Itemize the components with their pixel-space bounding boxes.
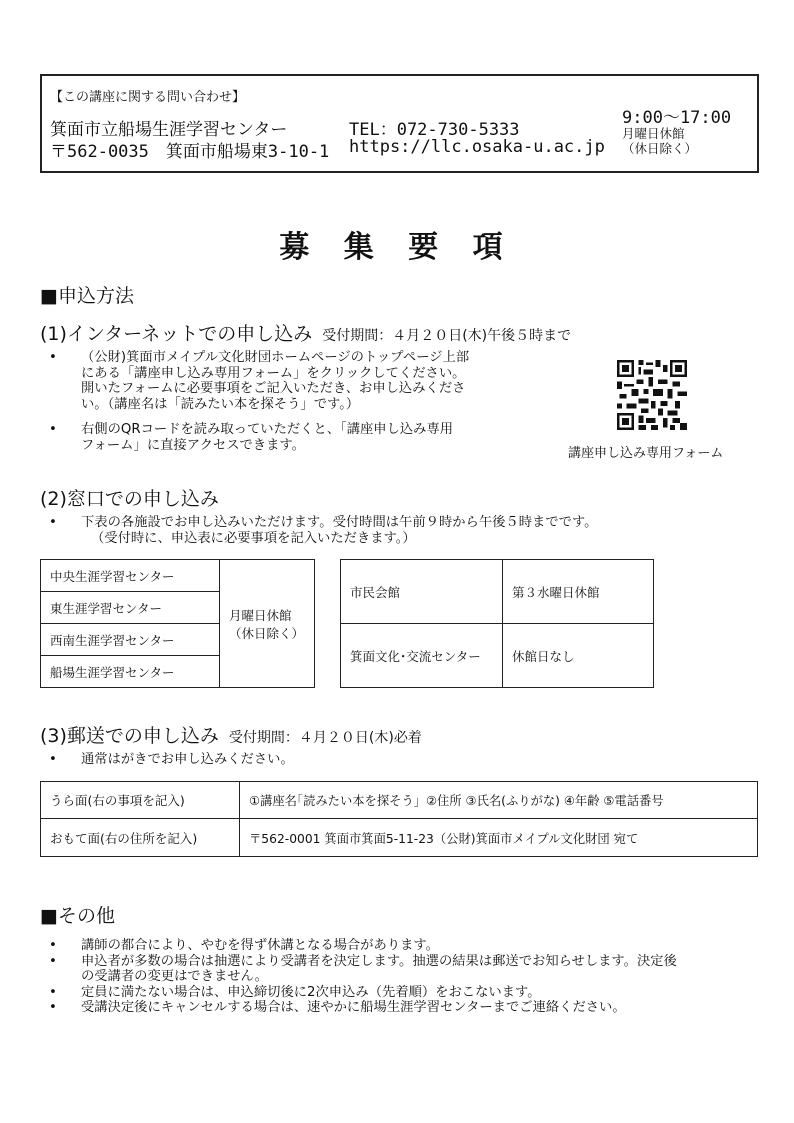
online-title: (1)インターネットでの申し込み xyxy=(40,323,313,345)
window-title: (2)窓口での申し込み xyxy=(40,488,219,510)
facility-name: 西南生涯学習センター xyxy=(41,624,220,656)
qr-code-icon[interactable] xyxy=(617,360,687,434)
mail-row-value: ①講座名｢読みたい本を探そう」②住所 ③氏名(ふりがな) ④年齢 ⑤電話番号 xyxy=(240,782,758,819)
facility-closed-line-2: （休日除く） xyxy=(229,625,305,641)
facility-closed: 休館日なし xyxy=(503,624,654,688)
contact-header: 【この講座に関する問い合わせ】 xyxy=(50,90,246,105)
other-bullets xyxy=(49,938,761,1016)
other-bullet-3 xyxy=(49,984,761,1001)
other-bullet-4 xyxy=(49,1000,761,1016)
other-bullet-2-line-2: の受講者の変更はできません。 xyxy=(81,969,268,984)
other-bullet-1 xyxy=(49,938,761,954)
online-bullet-2-line-1: 右側のQRコードを読み取っていただくと、「講座申し込み専用 xyxy=(81,422,454,437)
facility-name: 東生涯学習センター xyxy=(41,592,220,624)
online-section-title xyxy=(40,319,571,346)
other-heading: ■その他 xyxy=(40,905,115,927)
qr-caption: 講座申し込み専用フォーム xyxy=(568,446,724,461)
apply-heading: ■申込方法 xyxy=(40,285,134,307)
mail-row-label: おもて面(右の住所を記入) xyxy=(41,819,240,857)
contact-name: 箕面市立船場生涯学習センター xyxy=(50,120,288,140)
facility-table-left xyxy=(40,559,315,688)
facility-name: 船場生涯学習センター xyxy=(41,656,220,688)
other-bullet-2 xyxy=(49,953,761,985)
mail-section-title xyxy=(40,721,422,748)
mail-table xyxy=(40,781,758,857)
facility-closed-line-1: 月曜日休館 xyxy=(229,607,292,623)
facility-name: 中央生涯学習センター xyxy=(41,560,220,592)
bullet-dot: • xyxy=(49,953,57,969)
mail-bullet xyxy=(49,752,294,768)
facility-closed: 第３水曜日休館 xyxy=(503,560,654,624)
mail-row-value: 〒562-0001 箕面市箕面5-11-23（公財)箕面市メイプル文化財団 宛て xyxy=(240,819,758,857)
bullet-dot: • xyxy=(49,752,57,767)
other-bullet-2-line-1: 申込者が多数の場合は抽選により受講者を決定します。抽選の結果は郵送でお知らせします。決定後 xyxy=(81,953,677,969)
facility-name: 箕面文化･交流センター xyxy=(341,624,503,688)
online-bullet-2-line-2: フォーム」に直接アクセスできます。 xyxy=(81,437,305,453)
online-period: 受付期間：４月２０日(木)午後５時まで xyxy=(322,328,572,344)
contact-closed-note: （休日除く） xyxy=(622,141,698,156)
mail-title: (3)郵送での申し込み xyxy=(40,725,219,747)
bullet-dot: • xyxy=(49,350,57,365)
contact-hours: 9:00～17:00 xyxy=(622,108,732,128)
contact-address: 〒562-0035 箕面市船場東3-10-1 xyxy=(50,142,330,162)
bullet-dot: • xyxy=(49,984,57,1000)
other-bullet-4-line-1: 受講決定後にキャンセルする場合は、速やかに船場生涯学習センターまでご連絡ください。 xyxy=(81,1000,626,1015)
online-bullet-1-line-2: にある「講座申し込み専用フォーム」をクリックしてください。 xyxy=(81,365,466,381)
mail-period: 受付期間：４月２０日(木)必着 xyxy=(228,730,422,746)
mail-row-label: うら面(右の事項を記入) xyxy=(41,782,240,819)
bullet-dot: • xyxy=(49,515,57,530)
other-bullet-1-line-1: 講師の都合により、やむを得ず休講となる場合があります。 xyxy=(81,938,439,953)
window-bullet-line-2: （受付時に、申込表に必要事項を記入いただきます。） xyxy=(91,530,416,546)
contact-url: https://llc.osaka-u.ac.jp xyxy=(349,137,605,157)
online-bullet-2 xyxy=(49,422,551,453)
mail-bullet-text: 通常はがきでお申し込みください。 xyxy=(81,752,294,767)
bullet-dot: • xyxy=(49,1000,57,1015)
online-bullet-1-line-4: い。（講座名は「読みたい本を探そう」です。） xyxy=(81,396,360,412)
facility-closed-note xyxy=(220,560,315,688)
contact-box xyxy=(40,74,759,173)
contact-tel: TEL：072-730-5333 xyxy=(349,120,520,140)
other-bullet-3-line-1: 定員に満たない場合は、申込締切後に2次申込み（先着順）をおこないます。 xyxy=(81,984,541,1000)
facility-table-right xyxy=(340,559,654,688)
contact-closed: 月曜日休館 xyxy=(622,126,685,141)
bullet-dot: • xyxy=(49,422,57,437)
bullet-dot: • xyxy=(49,938,57,953)
page-title: 募 集 要 項 xyxy=(279,230,515,265)
window-bullet xyxy=(49,515,761,546)
online-bullet-1 xyxy=(49,350,551,412)
window-bullet-line-1: 下表の各施設でお申し込みいただけます。受付時間は午前９時から午後５時までです。 xyxy=(81,515,598,530)
online-bullet-1-line-1: （公財)箕面市メイプル文化財団ホームページのトップページ上部 xyxy=(81,350,470,365)
online-bullet-1-line-3: 開いたフォームに必要事項をご記入いただき、お申し込みくださ xyxy=(81,381,466,396)
facility-name: 市民会館 xyxy=(341,560,503,624)
